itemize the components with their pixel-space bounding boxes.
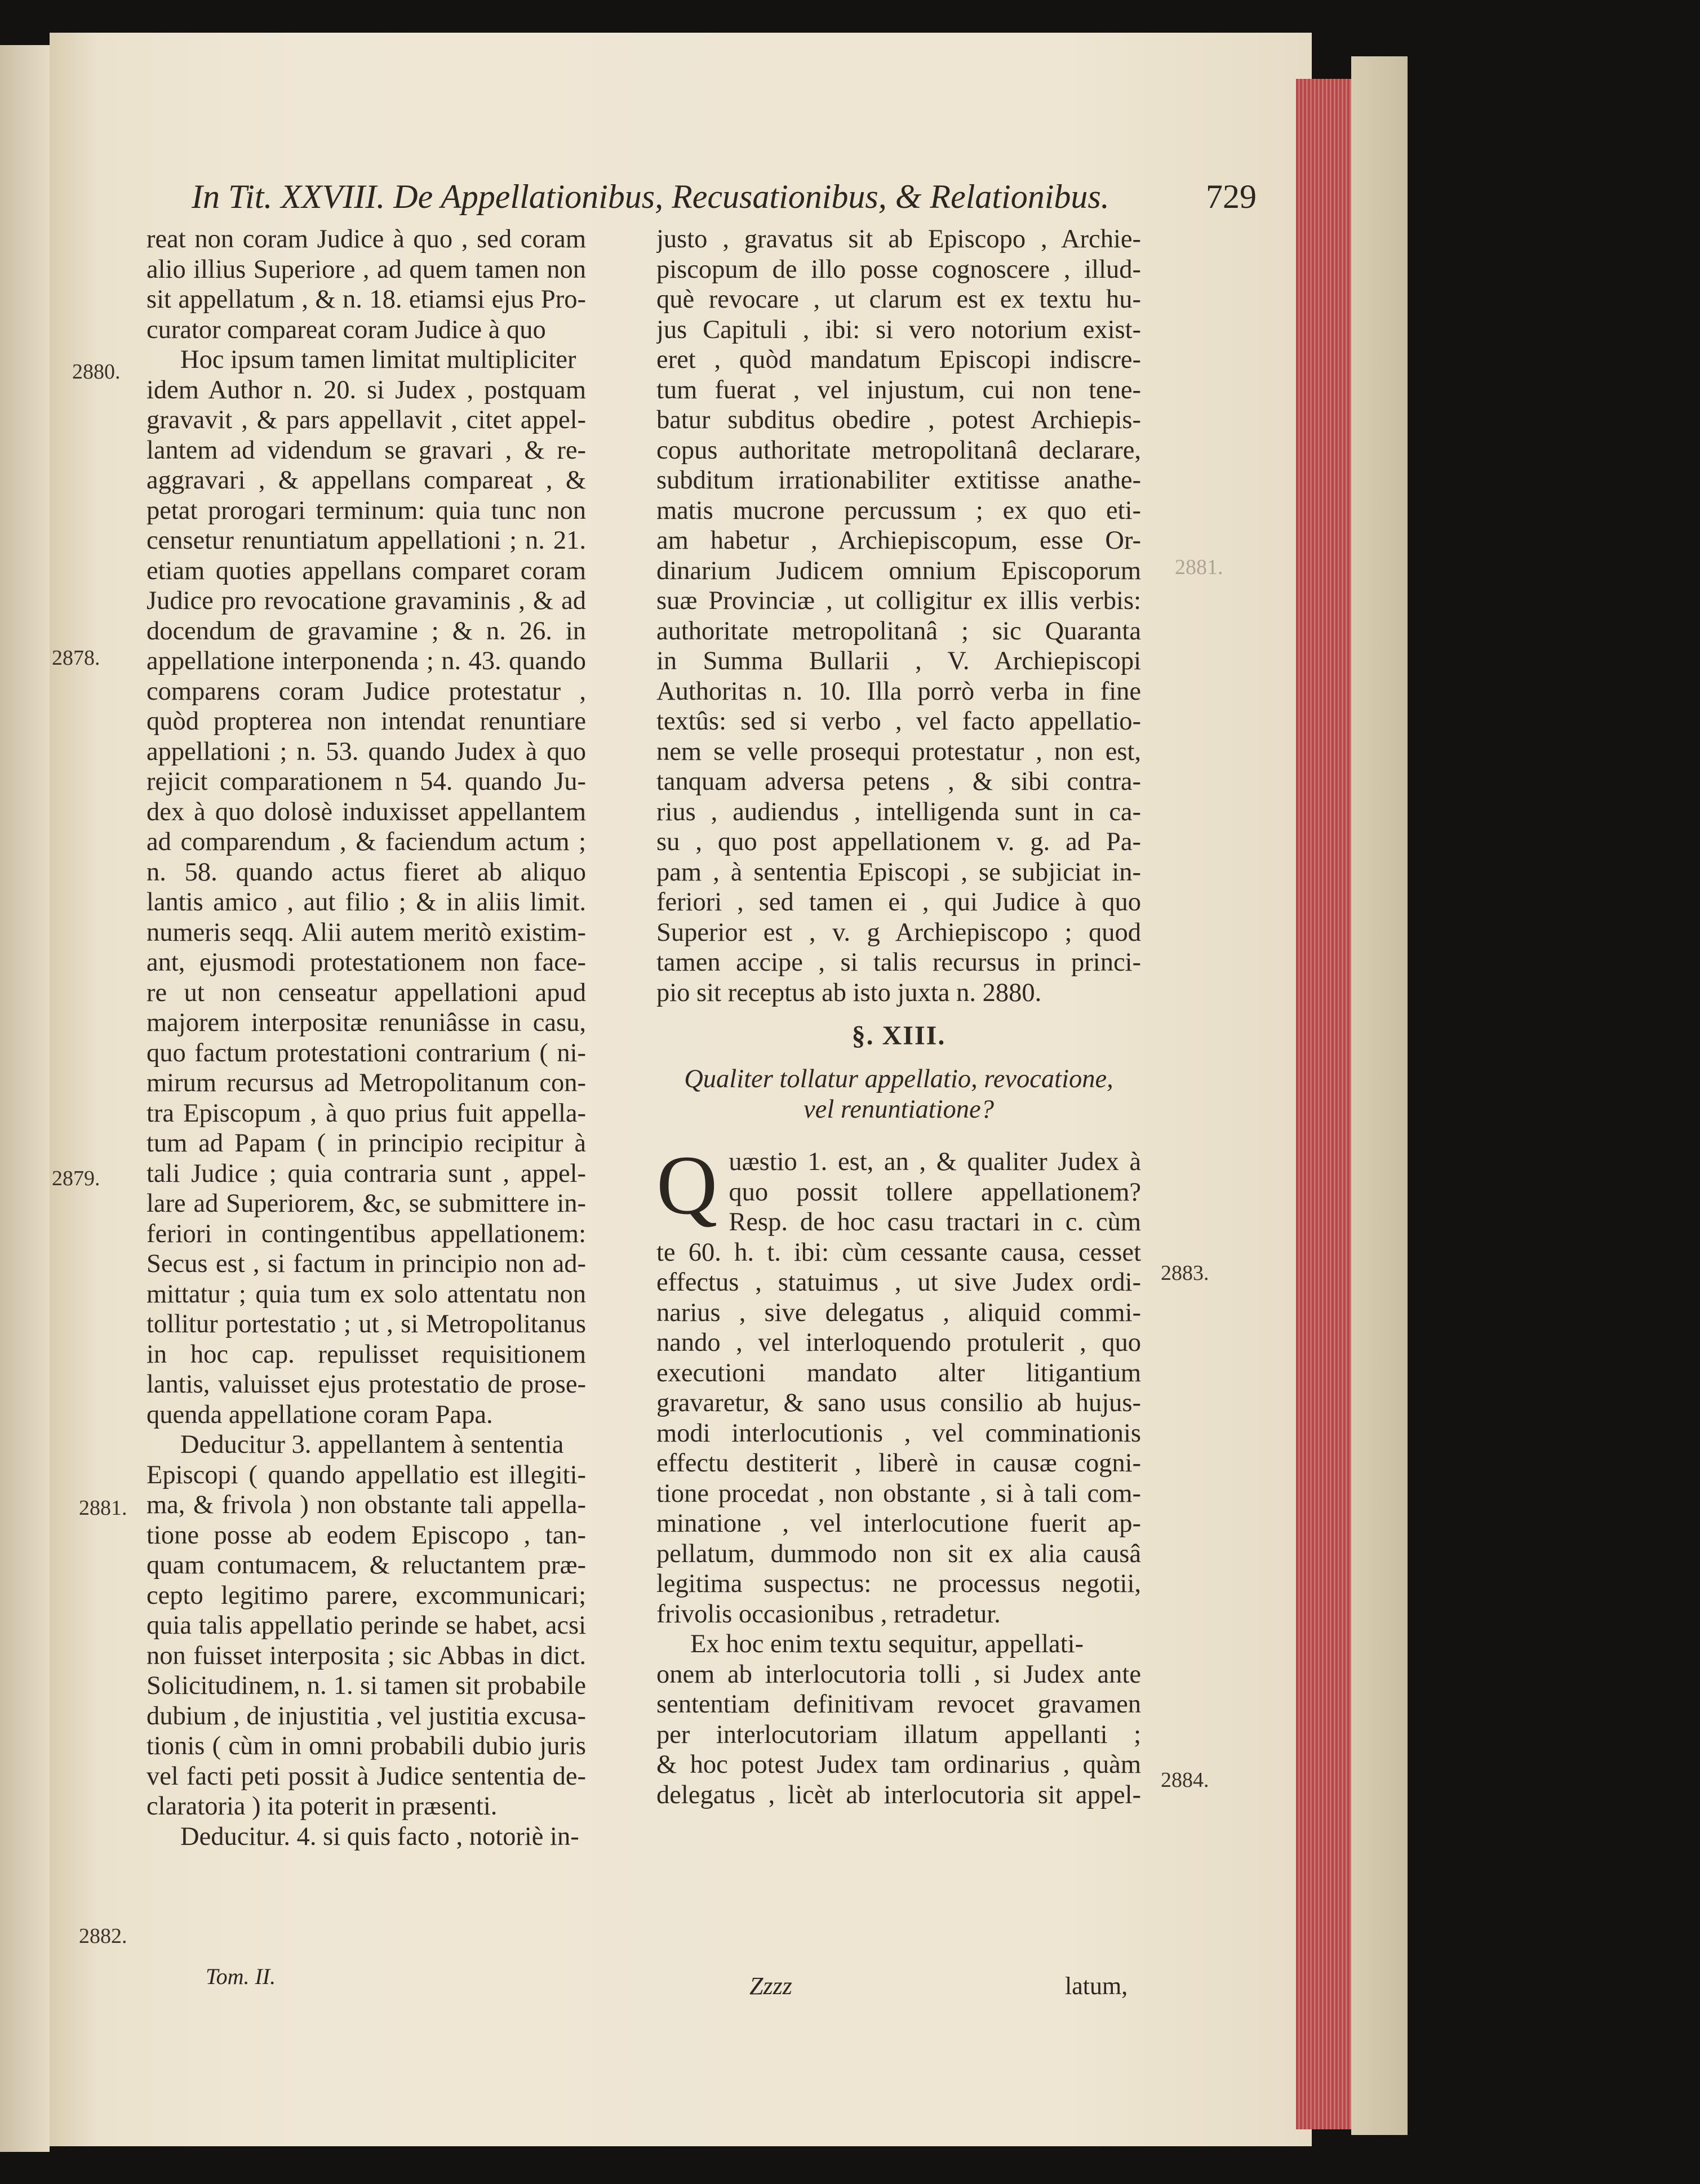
text-line: appellationi ; n. 53. quando Judex à quo [147,737,586,766]
text-line: etiam quoties appellans comparet coram [147,556,586,585]
text-line: Hoc ipsum tamen limitat multipliciter [180,345,576,374]
catchword: latum, [1065,1972,1128,2000]
text-line: minatione , vel interlocutione fuerit ap- [656,1509,1141,1538]
text-line: executioni mandato alter litigantium [656,1358,1141,1387]
text-line: non fuisset interposita ; sic Abbas in dict. [147,1641,586,1670]
margin-number-2880: 2880. [72,360,121,384]
text-line: majorem interpositæ renuniâsse in casu, [147,1008,586,1037]
text-line: appellatione interponenda ; n. 43. quando [147,647,586,675]
running-header [192,177,1257,223]
text-line: sententiam definitivam revocet gravamen [656,1690,1141,1719]
text-line: censetur renuntiatum appellationi ; n. 21. [147,526,586,555]
text-line: Judice pro revocatione gravaminis , & ad [147,586,586,615]
section-title-line1: Qualiter tollatur appellatio, revocatione, [684,1065,1113,1093]
text-line: tione procedat , non obstante , si à tali com- [656,1479,1141,1508]
text-line: rius , audiendus , intelligenda sunt in ca- [656,797,1141,826]
text-line: Authoritas n. 10. Illa porrò verba in fine [656,677,1141,706]
text-line: in hoc cap. repulisset requisitionem [147,1340,586,1369]
text-line: authoritate metropolitanâ ; sic Quaranta [656,616,1141,646]
text-line: dex à quo dolosè induxisset appellantem [147,797,586,826]
volume-mark: Tom. II. [206,1964,276,1989]
text-line: lantem ad videndum se gravari , & re- [147,435,586,465]
section-title-line2: vel renuntiatione? [804,1095,994,1124]
text-line: lare ad Superiorem, &c, se submittere in- [147,1189,586,1218]
text-line: Deducitur. 4. si quis facto , notoriè in- [180,1822,579,1851]
text-line: pellatum, dummodo non sit ex alia causâ [656,1539,1141,1568]
text-line: ma, & frivola ) non obstante tali appella- [147,1491,586,1519]
text-line: ad comparendum , & faciendum actum ; [147,828,586,856]
text-line: onem ab interlocutoria tolli , si Judex ante [656,1660,1141,1689]
margin-number-2878: 2878. [52,646,100,670]
text-line: pio sit receptus ab isto juxta n. 2880. [656,978,1042,1007]
section-heading: §. XIII. [851,1021,946,1051]
margin-number-2882: 2882. [79,1924,127,1948]
text-line: eret , quòd mandatum Episcopi indiscre- [656,345,1141,374]
text-line: docendum de gravamine ; & n. 26. in [147,616,586,646]
text-line: per interlocutoriam illatum appellanti ; [656,1720,1141,1749]
margin-number-2881-faint: 2881. [1175,555,1223,579]
book-board-edge [1351,56,1408,2135]
left-column [147,224,586,1852]
text-line: quenda appellatione coram Papa. [147,1400,493,1429]
text-line: nem se velle prosequi protestatur , non est, [656,737,1141,766]
text-line: comparens coram Judice protestatur , [147,677,586,706]
text-line: legitima suspectus: ne processus negotii, [656,1569,1141,1598]
signature-mark: Zzzz [749,1972,792,2000]
text-line: quo possit tollere appellationem? [729,1177,1141,1207]
dropcap-letter: Q [656,1138,718,1232]
text-line: rejicit comparationem n 54. quando Ju- [147,767,586,796]
text-line: narius , sive delegatus , aliquid commi- [656,1298,1141,1327]
text-line: copus authoritate metropolitanâ declarare, [656,435,1141,465]
text-line: piscopum de illo posse cognoscere , illud- [656,255,1141,284]
text-line: alio illius Superiore , ad quem tamen non [147,255,586,284]
text-line: frivolis occasionibus , retradetur. [656,1599,1001,1629]
text-line: nando , vel interloquendo protulerit , quo [656,1328,1141,1357]
text-line: re ut non censeatur appellationi apud [147,978,586,1007]
margin-number-2879: 2879. [52,1167,100,1190]
text-line: tollitur portestatio ; ut , si Metropolitanus [147,1310,586,1338]
text-line: mittatur ; quia tum ex solo attentatu non [147,1279,586,1309]
text-line: gravavit , & pars appellavit , citet appel- [147,406,586,434]
text-line: lantis amico , aut filio ; & in aliis limit. [147,888,586,917]
text-line: in Summa Bullarii , V. Archiepiscopi [656,647,1141,675]
text-line: feriori , sed tamen ei , qui Judice à quo [656,888,1141,917]
text-line: justo , gravatus sit ab Episcopo , Archie- [656,225,1141,253]
text-line: matis mucrone percussum ; ex quo eti- [656,496,1141,525]
text-line: claratoria ) ita poterit in præsenti. [147,1792,498,1821]
text-line: effectus , statuimus , ut sive Judex ordi- [656,1268,1141,1297]
text-line: uæstio 1. est, an , & qualiter Judex à [729,1147,1141,1176]
text-line: lantis, valuisset ejus protestatio de prose- [147,1370,586,1399]
text-line: Ex hoc enim textu sequitur, appellati- [690,1630,1084,1658]
text-line: tione posse ab eodem Episcopo , tan- [147,1520,586,1550]
margin-number-2881-left: 2881. [79,1496,127,1520]
right-column-bottom-text [656,1138,1141,1810]
page-number: 729 [1206,178,1257,215]
text-line: su , quo post appellationem v. g. ad Pa- [656,828,1141,856]
margin-number-2883: 2883. [1161,1261,1209,1285]
text-line: am habetur , Archiepiscopum, esse Or- [656,526,1141,555]
text-line: tionis ( cùm in omni probabili dubio juris [147,1732,586,1760]
text-line: vel facti peti possit à Judice sententia de- [147,1762,586,1791]
text-line: te 60. h. t. ibi: cùm cessante causa, cesset [656,1238,1141,1267]
text-line: tamen accipe , si talis recursus in princi- [656,948,1141,977]
text-line: idem Author n. 20. si Judex , postquam [147,375,586,404]
text-line: petat prorogari terminum: quia tunc non [147,496,586,525]
text-line: tra Episcopum , à quo prius fuit appella- [147,1098,586,1128]
text-line: ant, ejusmodi protestationem non face- [147,948,586,977]
text-line: delegatus , licèt ab interlocutoria sit appel- [656,1780,1141,1809]
text-line: effectu destiterit , liberè in causæ cogni- [656,1449,1141,1478]
text-line: quia talis appellatio perinde se habet, acsi [147,1611,586,1640]
text-line: gravaretur, & sano usus consilio ab hujus- [656,1389,1141,1417]
text-line: & hoc potest Judex tam ordinarius , quàm [656,1750,1141,1779]
text-line: Episcopi ( quando appellatio est illegiti- [147,1460,586,1489]
text-line: sit appellatum , & n. 18. etiamsi ejus Pro- [147,285,586,314]
text-line: aggravari , & appellans compareat , & [147,466,586,495]
text-line: tanquam adversa petens , & sibi contra- [656,767,1141,796]
text-line: reat non coram Judice à quo , sed coram [147,225,586,253]
text-line: numeris seqq. Alii autem meritò existim- [147,918,586,947]
text-line: quam contumacem, & reluctantem præ- [147,1551,586,1580]
text-line: jus Capituli , ibi: si vero notorium exist- [656,315,1141,344]
text-line: quo factum protestationi contrarium ( ni- [147,1038,586,1067]
text-line: dubium , de injustitia , vel justitia excusa- [147,1701,586,1731]
facing-page-edge [0,45,50,2152]
right-column [656,224,1141,1810]
text-line: modi interlocutionis , vel comminationis [656,1418,1141,1448]
page-edges-red [1296,79,1351,2129]
text-line: Resp. de hoc casu tractari in c. cùm [729,1208,1141,1236]
text-line: mirum recursus ad Metropolitanum con- [147,1069,586,1097]
text-line: tali Judice ; quia contraria sunt , appel- [147,1159,586,1188]
running-title: In Tit. XXVIII. De Appellationibus, Recusationibus, & Relationibus. [192,178,1109,215]
text-line: dinarium Judicem omnium Episcoporum [656,556,1141,585]
text-line: subditum irrationabiliter extitisse anathe- [656,466,1141,495]
text-line: cepto legitimo parere, excommunicari; [147,1581,586,1610]
right-column-top-text [656,224,1141,1008]
text-line: batur subditus obedire , potest Archiepis- [656,406,1141,434]
text-line: feriori in contingentibus appellationem: [147,1219,586,1248]
text-line: pam , à sententia Episcopi , se subjiciat in- [656,857,1141,887]
margin-number-2884: 2884. [1161,1768,1209,1792]
text-line: Superior est , v. g Archiepiscopo ; quod [656,918,1141,947]
text-line: suæ Provinciæ , ut colligitur ex illis verbis: [656,586,1141,615]
text-line: Secus est , si factum in principio non ad- [147,1249,586,1278]
text-line: n. 58. quando actus fieret ab aliquo [147,857,586,887]
text-line: textûs: sed si verbo , vel facto appellatio- [656,707,1141,736]
text-line: Deducitur 3. appellantem à sententia [180,1430,564,1459]
text-line: tum fuerat , vel injustum, cui non tene- [656,375,1141,404]
text-line: curator compareat coram Judice à quo [147,315,546,344]
text-line: què revocare , ut clarum est ex textu hu- [656,285,1141,314]
text-line: Solicitudinem, n. 1. si tamen sit probabile [147,1671,586,1700]
text-line: tum ad Papam ( in principio recipitur à [147,1129,586,1158]
text-line: quòd propterea non intendat renuntiare [147,707,586,736]
